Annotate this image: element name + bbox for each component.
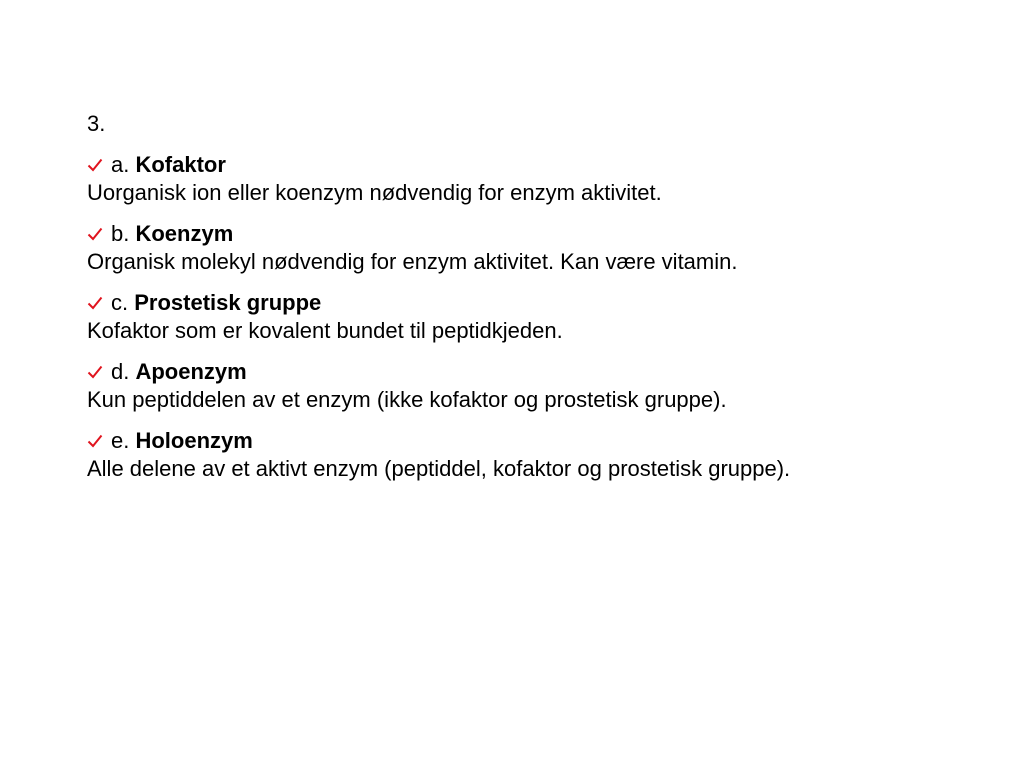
list-item-holoenzym <box>87 427 987 483</box>
term-line <box>87 220 987 248</box>
list-item-koenzym <box>87 220 987 276</box>
slide-content <box>87 110 987 496</box>
item-definition: Kofaktor som er kovalent bundet til peptidkjeden. <box>87 318 563 343</box>
checkmark-icon <box>87 295 103 311</box>
checkmark-icon <box>87 157 103 173</box>
term-line <box>87 427 987 455</box>
item-definition: Kun peptiddelen av et enzym (ikke kofaktor og prostetisk gruppe). <box>87 387 727 412</box>
term-line <box>87 151 987 179</box>
term-line <box>87 289 987 317</box>
item-letter: a. <box>111 152 130 177</box>
item-letter: c. <box>111 290 129 315</box>
item-definition: Uorganisk ion eller koenzym nødvendig for enzym aktivitet. <box>87 180 662 205</box>
item-letter: b. <box>111 221 130 246</box>
term-line <box>87 358 987 386</box>
item-term: Apoenzym <box>135 359 247 384</box>
list-item-kofaktor <box>87 151 987 207</box>
question-number: 3. <box>87 111 106 136</box>
item-term: Prostetisk gruppe <box>134 290 322 315</box>
item-letter: d. <box>111 359 130 384</box>
checkmark-icon <box>87 226 103 242</box>
checkmark-icon <box>87 433 103 449</box>
list-item-apoenzym <box>87 358 987 414</box>
item-term: Holoenzym <box>135 428 253 453</box>
item-term: Koenzym <box>135 221 234 246</box>
item-definition: Alle delene av et aktivt enzym (peptiddel, kofaktor og prostetisk gruppe). <box>87 456 791 481</box>
item-letter: e. <box>111 428 130 453</box>
checkmark-icon <box>87 364 103 380</box>
item-definition: Organisk molekyl nødvendig for enzym aktivitet. Kan være vitamin. <box>87 249 738 274</box>
item-term: Kofaktor <box>135 152 226 177</box>
list-item-prostetisk-gruppe <box>87 289 987 345</box>
